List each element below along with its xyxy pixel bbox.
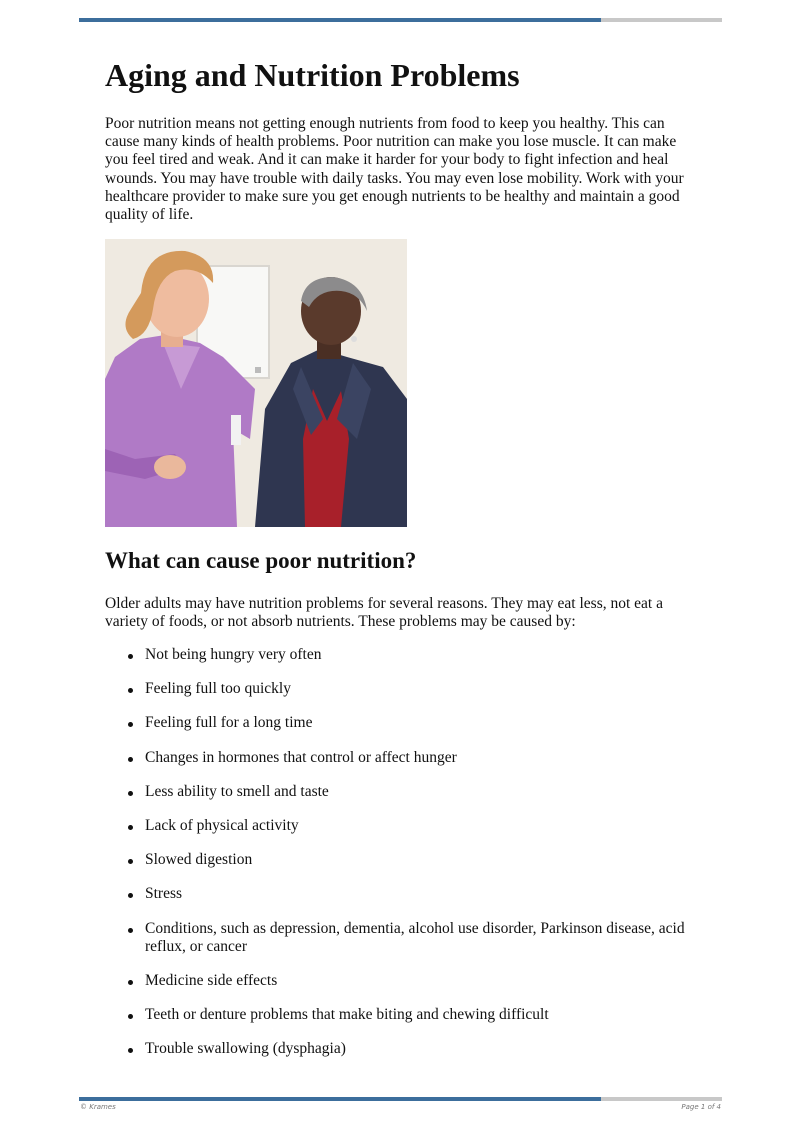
footer-copyright: © Krames — [80, 1103, 116, 1111]
nurse-and-patient-photo — [105, 239, 407, 527]
bullet-icon — [128, 928, 133, 933]
bullet-icon — [128, 688, 133, 693]
list-item-text: Stress — [145, 885, 183, 903]
list-item-text: Feeling full for a long time — [145, 714, 313, 732]
top-progress-bar — [79, 18, 722, 22]
list-item-text: Conditions, such as depression, dementia, alcohol use disorder, Parkinson disease, acid reflux, or cancer — [145, 919, 685, 955]
bullet-icon — [128, 1014, 133, 1019]
section-heading: What can cause poor nutrition? — [105, 548, 417, 573]
list-item — [105, 1040, 695, 1058]
bullet-icon — [128, 893, 133, 898]
bullet-icon — [128, 825, 133, 830]
section-lead-paragraph: Older adults may have nutrition problems for several reasons. They may eat less, not eat a variety of foods, or not absorb nutrients. These problems may be caused by: — [105, 595, 663, 631]
list-item — [105, 817, 695, 835]
list-item — [105, 1006, 695, 1024]
bullet-icon — [128, 757, 133, 762]
photo-illustration — [105, 239, 407, 527]
list-item — [105, 885, 695, 903]
list-item — [105, 783, 695, 801]
bullet-icon — [128, 791, 133, 796]
list-item-text: Teeth or denture problems that make biting and chewing difficult — [145, 1006, 549, 1024]
list-item-text: Less ability to smell and taste — [145, 782, 329, 800]
list-item-text: Slowed digestion — [145, 851, 253, 869]
list-item-text: Feeling full too quickly — [145, 680, 291, 698]
list-item — [105, 972, 695, 990]
list-item — [105, 851, 695, 869]
intro-paragraph: Poor nutrition means not getting enough nutrients from food to keep you healthy. This can cause many kinds of health problems. Poor nutrition can make you lose muscle. It can make you feel tired and weak. And it can make it harder for your body to fight infection and heal wounds. You may have trouble with daily tasks. You may even lose mobility. Work with your healthcare provider to make sure you get enough nutrients to be healthy and maintain a good quality of life. — [105, 115, 684, 224]
bullet-icon — [128, 1048, 133, 1053]
bullet-icon — [128, 980, 133, 985]
list-item — [105, 920, 695, 957]
list-item-text: Not being hungry very often — [145, 646, 322, 663]
top-bar-fill — [79, 18, 601, 22]
list-item — [105, 749, 695, 767]
list-item-text: Changes in hormones that control or affect hunger — [145, 748, 457, 766]
list-item — [105, 714, 695, 732]
list-item-text: Trouble swallowing (dysphagia) — [145, 1040, 346, 1058]
list-item — [105, 680, 695, 698]
page-title: Aging and Nutrition Problems — [105, 57, 520, 93]
bullet-icon — [128, 654, 133, 659]
bottom-bar-fill — [79, 1097, 601, 1101]
list-item-text: Lack of physical activity — [145, 816, 299, 834]
bullet-icon — [128, 722, 133, 727]
bottom-progress-bar — [79, 1097, 722, 1101]
footer-page-number: Page 1 of 4 — [681, 1103, 721, 1111]
bullet-icon — [128, 859, 133, 864]
list-item-text: Medicine side effects — [145, 971, 278, 989]
list-item — [105, 646, 695, 664]
causes-list — [105, 646, 695, 1075]
